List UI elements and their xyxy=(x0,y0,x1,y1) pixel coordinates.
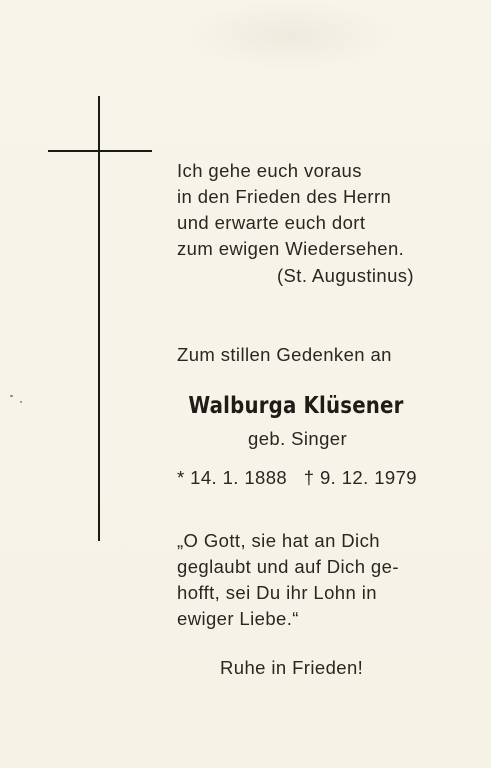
prayer-line-2: geglaubt und auf Dich ge- xyxy=(177,556,399,577)
quote-line-3: und erwarte euch dort xyxy=(177,212,366,233)
quote-line-4: zum ewigen Wiedersehen. xyxy=(177,238,405,259)
prayer-line-4: ewiger Liebe.“ xyxy=(177,608,299,629)
quote-attribution: (St. Augustinus) xyxy=(277,265,414,286)
quote-line-1: Ich gehe euch voraus xyxy=(177,160,362,181)
paper-speck xyxy=(10,395,13,397)
quote-line-2: in den Frieden des Herrn xyxy=(177,186,392,207)
prayer-line-1: „O Gott, sie hat an Dich xyxy=(177,530,380,551)
deceased-name: Walburga Klüsener xyxy=(188,393,404,419)
cross-icon-vertical xyxy=(98,96,100,541)
closing-line: Ruhe in Frieden! xyxy=(220,657,364,678)
maiden-name: geb. Singer xyxy=(248,428,348,449)
memorial-intro: Zum stillen Gedenken an xyxy=(177,344,392,365)
cross-icon-horizontal xyxy=(48,150,152,152)
prayer-line-3: hofft, sei Du ihr Lohn in xyxy=(177,582,377,603)
paper-speck xyxy=(20,401,22,403)
life-dates: * 14. 1. 1888 † 9. 12. 1979 xyxy=(177,467,417,488)
paper-smudge xyxy=(185,0,395,70)
